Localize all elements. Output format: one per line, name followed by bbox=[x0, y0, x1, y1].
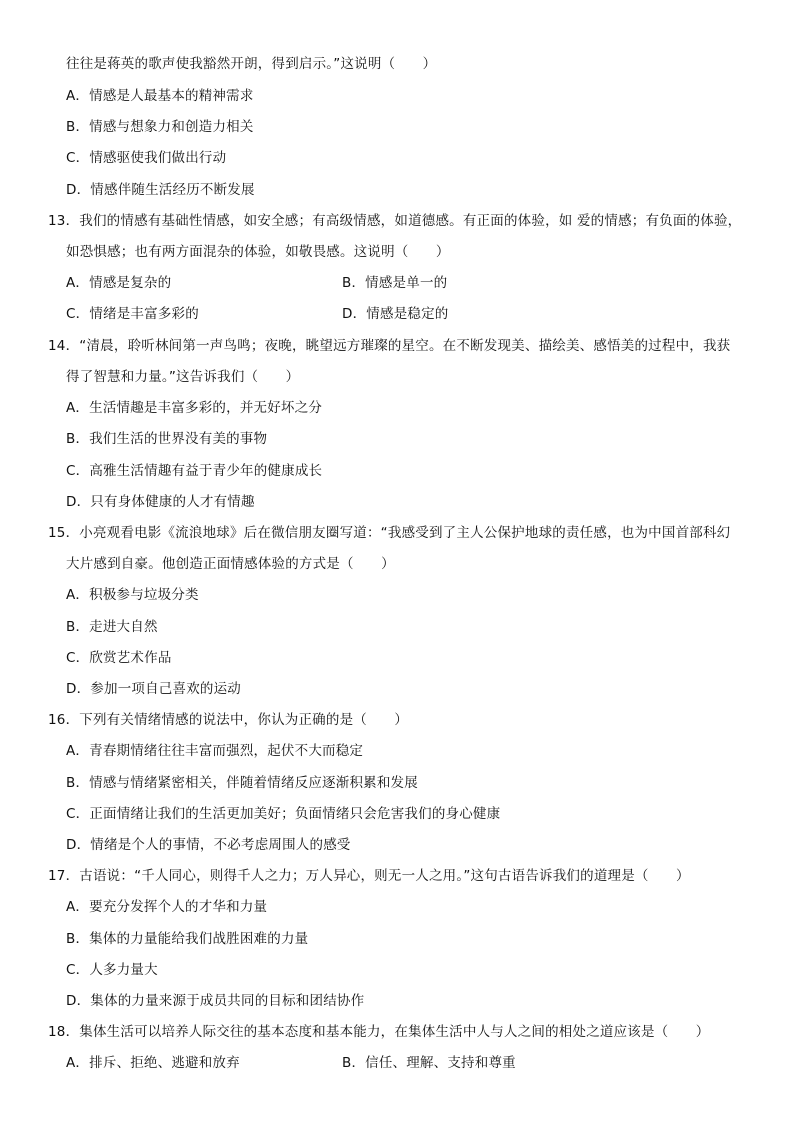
question-13-stem-line-1: 13．我们的情感有基础性情感，如安全感；有高级情感，如道德感。有正面的体验，如 爱的情感；有负面的体验， bbox=[48, 213, 742, 229]
question-13-stem-line-2: 如恐惧感；也有两方面混杂的体验，如敬畏感。这说明（ ） bbox=[66, 244, 450, 260]
question-17-option-d: D．集体的力量来源于成员共同的目标和团结协作 bbox=[66, 993, 365, 1009]
question-12-stem-line: 往往是蒋英的歌声使我豁然开朗，得到启示。”这说明（ ） bbox=[66, 56, 437, 72]
question-18-option-a: A．排斥、拒绝、逃避和放弃 bbox=[66, 1055, 240, 1071]
question-15-option-a: A．积极参与垃圾分类 bbox=[66, 587, 199, 603]
question-16-option-d: D．情绪是个人的事情，不必考虑周围人的感受 bbox=[66, 837, 351, 853]
question-13-option-a: A．情感是复杂的 bbox=[66, 275, 172, 291]
question-16-option-b: B．情感与情绪紧密相关，伴随着情绪反应逐渐积累和发展 bbox=[66, 775, 418, 791]
question-16-option-c: C．正面情绪让我们的生活更加美好；负面情绪只会危害我们的身心健康 bbox=[66, 806, 501, 822]
question-13-option-d: D．情感是稳定的 bbox=[342, 306, 449, 322]
question-17-stem: 17．古语说：“千人同心，则得千人之力；万人异心，则无一人之用。”这句古语告诉我们的道理是（ ） bbox=[48, 868, 690, 884]
question-14-option-c: C．高雅生活情趣有益于青少年的健康成长 bbox=[66, 463, 323, 479]
question-18-option-b: B．信任、理解、支持和尊重 bbox=[342, 1055, 516, 1071]
question-18-stem: 18．集体生活可以培养人际交往的基本态度和基本能力，在集体生活中人与人之间的相处之道应该是（ ） bbox=[48, 1024, 710, 1040]
question-12-option-c: C．情感驱使我们做出行动 bbox=[66, 150, 227, 166]
question-16-stem: 16．下列有关情绪情感的说法中，你认为正确的是（ ） bbox=[48, 712, 409, 728]
question-14-stem-line-1: 14．“清晨，聆听林间第一声鸟鸣；夜晚，眺望远方璀璨的星空。在不断发现美、描绘美、感悟美的过程中，我获 bbox=[48, 338, 731, 354]
question-15-stem-line-1: 15．小亮观看电影《流浪地球》后在微信朋友圈写道：“我感受到了主人公保护地球的责任感，也为中国首部科幻 bbox=[48, 525, 731, 541]
question-17-option-a: A．要充分发挥个人的才华和力量 bbox=[66, 899, 268, 915]
question-15-option-b: B．走进大自然 bbox=[66, 619, 158, 635]
question-14-option-b: B．我们生活的世界没有美的事物 bbox=[66, 431, 268, 447]
question-14-option-a: A．生活情趣是丰富多彩的，并无好坏之分 bbox=[66, 400, 323, 416]
question-13-option-c: C．情绪是丰富多彩的 bbox=[66, 306, 199, 322]
question-17-option-c: C．人多力量大 bbox=[66, 962, 158, 978]
question-12-option-a: A．情感是人最基本的精神需求 bbox=[66, 88, 254, 104]
question-12-option-d: D．情感伴随生活经历不断发展 bbox=[66, 182, 255, 198]
question-15-option-d: D．参加一项自己喜欢的运动 bbox=[66, 681, 241, 697]
question-15-stem-line-2: 大片感到自豪。他创造正面情感体验的方式是（ ） bbox=[66, 556, 395, 572]
question-14-stem-line-2: 得了智慧和力量。”这告诉我们（ ） bbox=[66, 369, 300, 385]
question-17-option-b: B．集体的力量能给我们战胜困难的力量 bbox=[66, 931, 309, 947]
question-16-option-a: A．青春期情绪往往丰富而强烈，起伏不大而稳定 bbox=[66, 743, 364, 759]
question-13-option-b: B．情感是单一的 bbox=[342, 275, 448, 291]
question-14-option-d: D．只有身体健康的人才有情趣 bbox=[66, 494, 255, 510]
question-12-option-b: B．情感与想象力和创造力相关 bbox=[66, 119, 254, 135]
question-15-option-c: C．欣赏艺术作品 bbox=[66, 650, 172, 666]
